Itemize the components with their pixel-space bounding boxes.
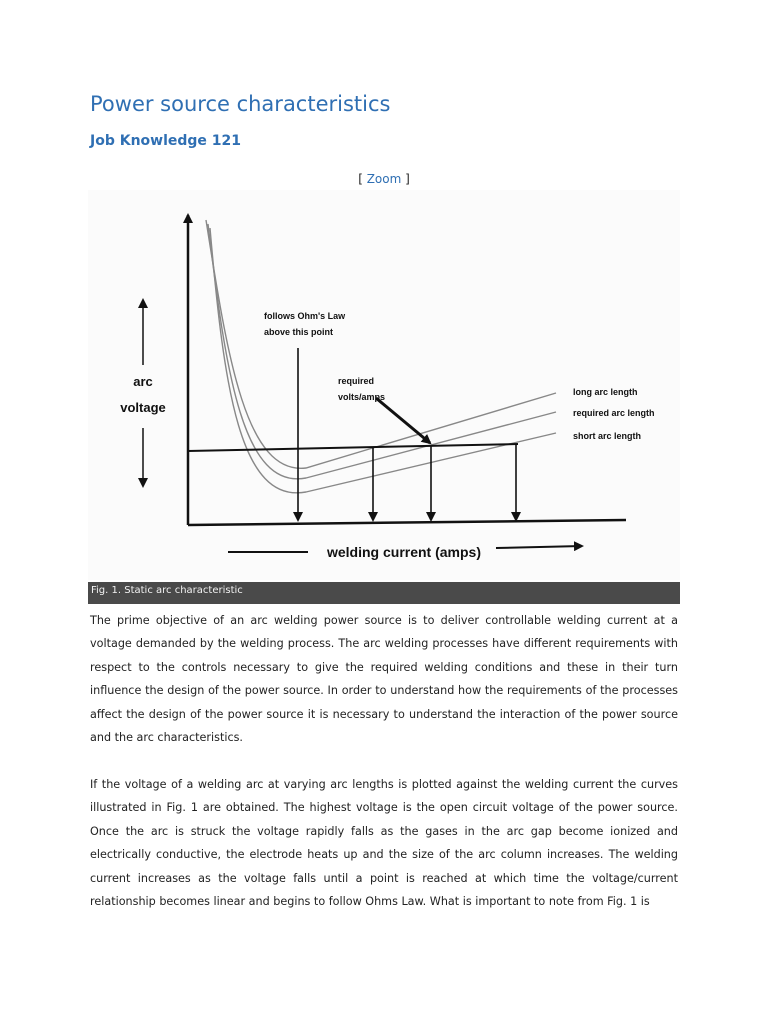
body-paragraph-2: If the voltage of a welding arc at varying arc lengths is plotted against the welding current the curves illustrated in Fig. 1 are obtained. The highest voltage is the open circuit voltage of the power source. Once the arc is struck the voltage rapidly falls as the gases in the arc gap become ionized and electrically conductive, the electrode heats up and the size of the arc column increases. The welding current increases as the voltage falls until a point is reached at which time the voltage/current relationship becomes linear and begins to follow Ohms Law. What is important to note from Fig. 1 is xyxy=(90,778,678,909)
zoom-link[interactable]: Zoom xyxy=(366,172,402,186)
zoom-link-wrapper xyxy=(0,172,768,186)
long-arc-label: long arc length xyxy=(573,387,638,397)
x-axis-label: welding current (amps) xyxy=(326,544,482,560)
ohms-law-label-line2: above this point xyxy=(264,327,334,337)
y-axis-label-line2: voltage xyxy=(120,400,166,415)
zoom-bracket-close: ] xyxy=(405,172,410,186)
static-arc-characteristic-figure xyxy=(88,190,680,580)
page-subtitle: Job Knowledge 121 xyxy=(90,133,242,149)
required-label-line2: volts/amps xyxy=(338,392,386,402)
ohms-law-label-line1: follows Ohm's Law xyxy=(264,311,346,321)
page-title: Power source characteristics xyxy=(90,92,391,116)
short-arc-label: short arc length xyxy=(573,431,642,441)
arc-characteristic-diagram xyxy=(88,190,680,580)
figure-caption: Fig. 1. Static arc characteristic xyxy=(88,582,680,604)
zoom-bracket-open: [ xyxy=(358,172,363,186)
required-label-line1: required xyxy=(338,376,375,386)
required-arc-label: required arc length xyxy=(573,408,655,418)
body-paragraph-1: The prime objective of an arc welding power source is to deliver controllable welding current at a voltage demanded by the welding process. The arc welding processes have different requirements with respect to the controls necessary to give the required welding conditions and these in their turn influence the design of the power source. In order to understand how the requirements of the processes affect the design of the power source it is necessary to understand the interaction of the power source and the arc characteristics. xyxy=(90,614,678,745)
y-axis-label-line1: arc xyxy=(133,374,153,389)
